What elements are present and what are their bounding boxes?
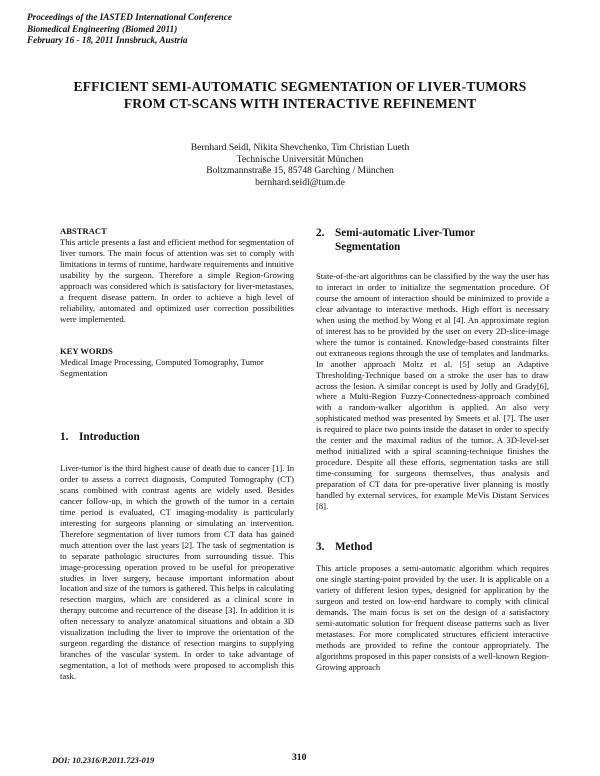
section-1-number: 1. — [60, 431, 69, 443]
conference-track: Biomedical Engineering (Biomed 2011) — [27, 23, 178, 34]
keywords-text: Medical Image Processing, Computed Tomography, Tumor Segmentation — [60, 357, 264, 378]
section-1-heading — [60, 430, 140, 444]
section-2-title-line-2: Segmentation — [335, 241, 401, 253]
section-2-heading — [316, 226, 475, 254]
section-1-title: Introduction — [79, 431, 140, 443]
paper-title-line-2: FROM CT-SCANS WITH INTERACTIVE REFINEMENT — [123, 95, 477, 111]
section-2-text: State-of-the-art algorithms can be classified by the way the user has to interact in order to initialize the segmentation procedure. Of course the amount of interaction should be minimized to provide a clear advantage to interactive methods. High effort is necessary when using the method by Wong et al [4]. An approximate region of interest has to be provided by the user on every 2D-slice-image where the tumor is contained. Knowledge-based constraints filter out extraneous regions through the use of templates and landmarks. In another approach Moltz et al. [5] setup an Adaptive Thresholding-Technique based on a stroke the user has to draw across the lesion. A similar concept is used by Jolly and Grady[6], where a Multi-Region Fuzzy-Connectedness-approach combined with a random-walker algorithm is applied. An also very sophisticated method was presented by Smeets et al. [7]. The user is required to place two points inside the dataset in order to specify the center and the maximal radius of the tumor. A 3D-level-set method initialized with a spiral scanning-technique finishes the procedure. Despite all these efforts, segmentation tasks are still time-consuming for surgeons themselves, thus analysis and preparation of CT data for pre-operative liver planning is mostly handled by external services, for example MeVis Distant Services [8]. — [316, 271, 549, 512]
section-2-number: 2. — [316, 227, 325, 239]
abstract-text: This article presents a fast and efficient method for segmentation of liver tumors. The main focus of attention was set to comply with limitations in terms of runtime, hardware requirements and intuitive usability by the surgeon. Therefore a simple Region-Growing approach was considered which is satisfactory for liver-metastases, a frequent disease pattern. In order to achieve a high level of reliability, automated and optimized user correction possibilities were implemented. — [60, 237, 294, 324]
author-email: bernhard.seidl@tum.de — [255, 176, 345, 188]
section-3-heading — [316, 540, 372, 554]
section-3-text: This article proposes a semi-automatic algorithm which requires one single starting-point provided by the user. It is applicable on a variety of different lesion types, designed for application by the surgeon and tested on low-end hardware to comply with clinical demands. The main focus is set on the design of a satisfactory semi-automatic solution for frequent disease patterns such as liver metastases. For more complicated structures efficient interactive methods are provided to refine the contour appropriately. The algorithms proposed in this paper consists of a well-known Region-Growing approach — [316, 563, 549, 672]
author-names: Bernhard Seidl, Nikita Shevchenko, Tim Christian Lueth — [190, 142, 410, 153]
section-3-number: 3. — [316, 541, 325, 553]
author-block — [30, 142, 570, 188]
conference-date-location: February 16 - 18, 2011 Innsbruck, Austria — [27, 35, 188, 45]
page-number: 310 — [292, 752, 307, 763]
section-2-title-line-1: Semi-automatic Liver-Tumor — [335, 227, 475, 239]
footer-doi: DOI: 10.2316/P.2011.723-019 — [52, 756, 155, 765]
abstract-heading: ABSTRACT — [60, 226, 107, 236]
author-address: Boltzmannstraße 15, 85748 Garching / München — [206, 165, 394, 177]
section-1-text: Liver-tumor is the third highest cause of death due to cancer [1]. In order to assess a correct diagnosis, Computed Tomography (CT) scans combined with contrast agents are widely used. Besides cancer follow-up, in which the growth of the tumor in a certain time period is evaluated, CT imaging-modality is particularly interesting for surgeons planning or simulating an intervention. Therefore segmentation of liver tumors from CT data has gained much attention over the last years [2]. The task of segmentation is to separate pathologic structures from surrounding tissue. This image-processing operation proved to be useful for preoperative studies in liver surgery, because important information about location and size of the tumors is gathered. This helps in calculating resection margins, which are considered as a clinical score in therapy outcome and recurrence of the disease [3]. In addition it is often necessary to analyze anatomical situations and obtain a 3D visualization including the liver to improve the orientation of the surgeon regarding the distance of resection margins to supplying branches of the vascular system. In order to take advantage of segmentation, a lot of methods were proposed to accomplish this task. — [60, 463, 294, 682]
paper-title-line-1: EFFICIENT SEMI-AUTOMATIC SEGMENTATION OF LIVER-TUMORS — [73, 79, 527, 94]
paper-title — [40, 79, 560, 112]
conference-header — [27, 12, 327, 47]
author-institution: Technische Universität München — [236, 153, 364, 165]
section-3-title: Method — [335, 541, 373, 553]
conference-name: Proceedings of the IASTED International Conference — [27, 12, 232, 22]
keywords-heading: KEY WORDS — [60, 346, 113, 356]
